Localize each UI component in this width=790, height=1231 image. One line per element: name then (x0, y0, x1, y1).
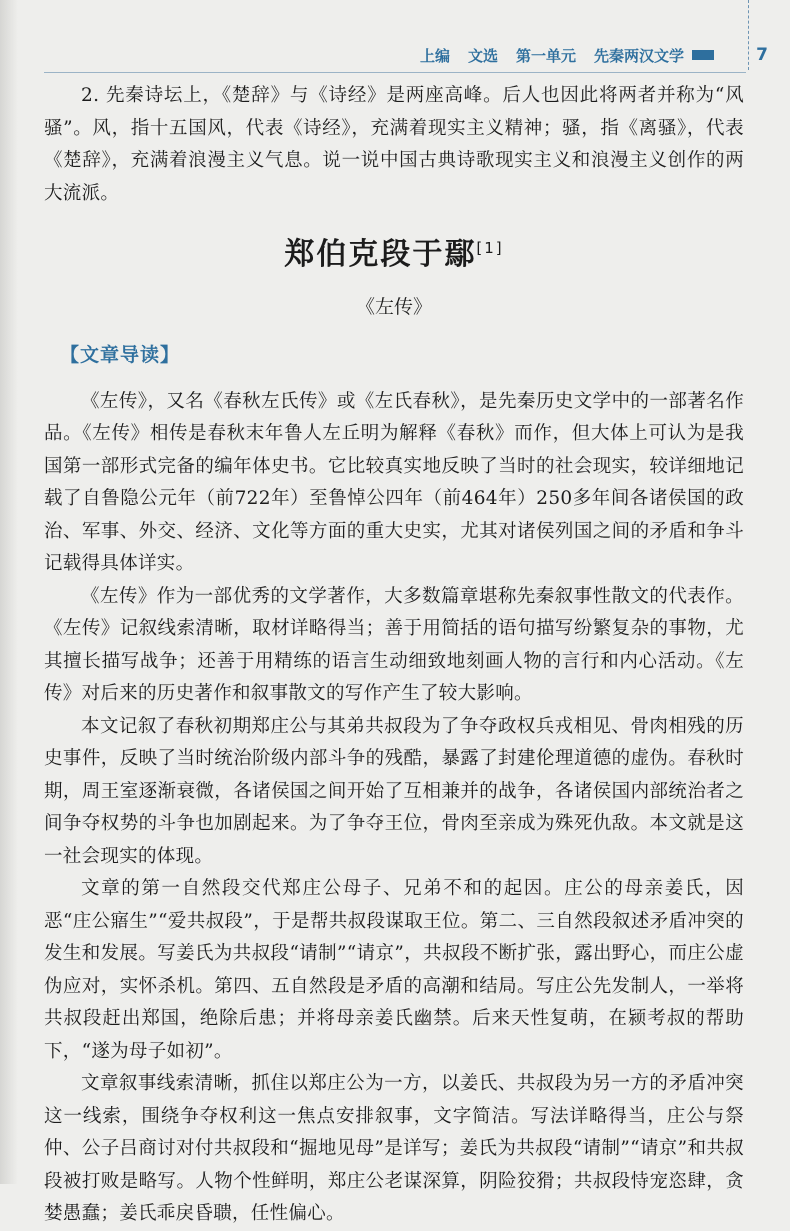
page-number: 7 (756, 45, 768, 65)
running-header (420, 40, 768, 70)
header-rule (44, 72, 746, 73)
guide-paragraph-5: 文章叙事线索清晰，抓住以郑庄公为一方，以姜氏、共叔段为另一方的矛盾冲突这一线索，围绕争夺权利这一焦点安排叙事，文字简洁。写法详略得当，庄公与祭仲、公子吕商讨对付共叔段和“掘地见母”是详写；姜氏为共叔段“请制”“请京”和共叔段被打败是略写。人物个性鲜明，郑庄公老谋深算，阴险狡猾；共叔段恃宠恣肆，贪婪愚蠢；姜氏乖戾昏聩，任性偏心。 (44, 1073, 744, 1224)
header-section: 先秦两汉文学 (594, 46, 685, 65)
guide-paragraph-4: 文章的第一自然段交代郑庄公母子、兄弟不和的起因。庄公的母亲姜氏，因恶“庄公寤生”“爱共叔段”，于是帮共叔段谋取王位。第二、三自然段叙述矛盾冲突的发生和发展。写姜氏为共叔段“请制”“请京”，共叔段不断扩张，露出野心，而庄公虚伪应对，实怀杀机。第四、五自然段是矛盾的高潮和结局。写庄公先发制人，一举将共叔段赶出郑国，绝除后患；并将母亲姜氏幽禁。后来天性复萌，在颍考叔的帮助下，“遂为母子如初”。 (44, 878, 744, 1062)
article-title-text: 郑伯克段于鄢 (284, 237, 477, 272)
exercise-question-2: 2. 先秦诗坛上，《楚辞》与《诗经》是两座高峰。后人也因此将两者并称为“风骚”。风，指十五国风，代表《诗经》，充满着现实主义精神；骚，指《离骚》，代表《楚辞》，充满着浪漫主义气息。说一说中国古典诗歌现实主义和浪漫主义创作的两大流派。 (44, 85, 744, 204)
header-unit: 第一单元 (516, 46, 577, 65)
guide-heading: 【文章导读】 (60, 344, 181, 366)
guide-paragraph-3: 本文记叙了春秋初期郑庄公与其弟共叔段为了争夺政权兵戎相见、骨肉相残的历史事件，反映了当时统治阶级内部斗争的残酷，暴露了封建伦理道德的虚伪。春秋时期，周王室逐渐衰微，各诸侯国之间开始了互相兼并的战争，各诸侯国内部统治者之间争夺权势的斗争也加剧起来。为了争夺王位，骨肉至亲成为殊死仇敌。本文就是这一社会现实的体现。 (44, 715, 744, 867)
footnote-marker: [1] (476, 239, 504, 257)
page-spine-shadow (0, 0, 18, 1184)
article-source: 《左传》 (355, 296, 432, 318)
guide-paragraph-1: 《左传》，又名《春秋左氏传》或《左氏春秋》，是先秦历史文学中的一部著名作品。《左传》相传是春秋末年鲁人左丘明为解释《春秋》而作，但大体上可认为是我国第一部形式完备的编年体史书。它比较真实地反映了当时的社会现实，较详细地记载了自鲁隐公元年（前722年）至鲁悼公四年（前464年）250多年间各诸侯国的政治、军事、外交、经济、文化等方面的重大史实，尤其对诸侯列国之间的矛盾和争斗记载得具体详实。 (44, 390, 744, 574)
header-category: 文选 (468, 46, 499, 65)
page-content (44, 80, 744, 1231)
header-bar-icon (692, 50, 714, 60)
guide-paragraph-2: 《左传》作为一部优秀的文学著作，大多数篇章堪称先秦叙事性散文的代表作。《左传》记叙线索清晰，取材详略得当；善于用简括的语句描写纷繁复杂的事物，尤其擅长描写战争；还善于用精练的语言生动细致地刻画人物的言行和内心活动。《左传》对后来的历史著作和叙事散文的写作产生了较大影响。 (44, 585, 744, 704)
header-part: 上编 (420, 46, 451, 65)
article-title (44, 228, 744, 275)
